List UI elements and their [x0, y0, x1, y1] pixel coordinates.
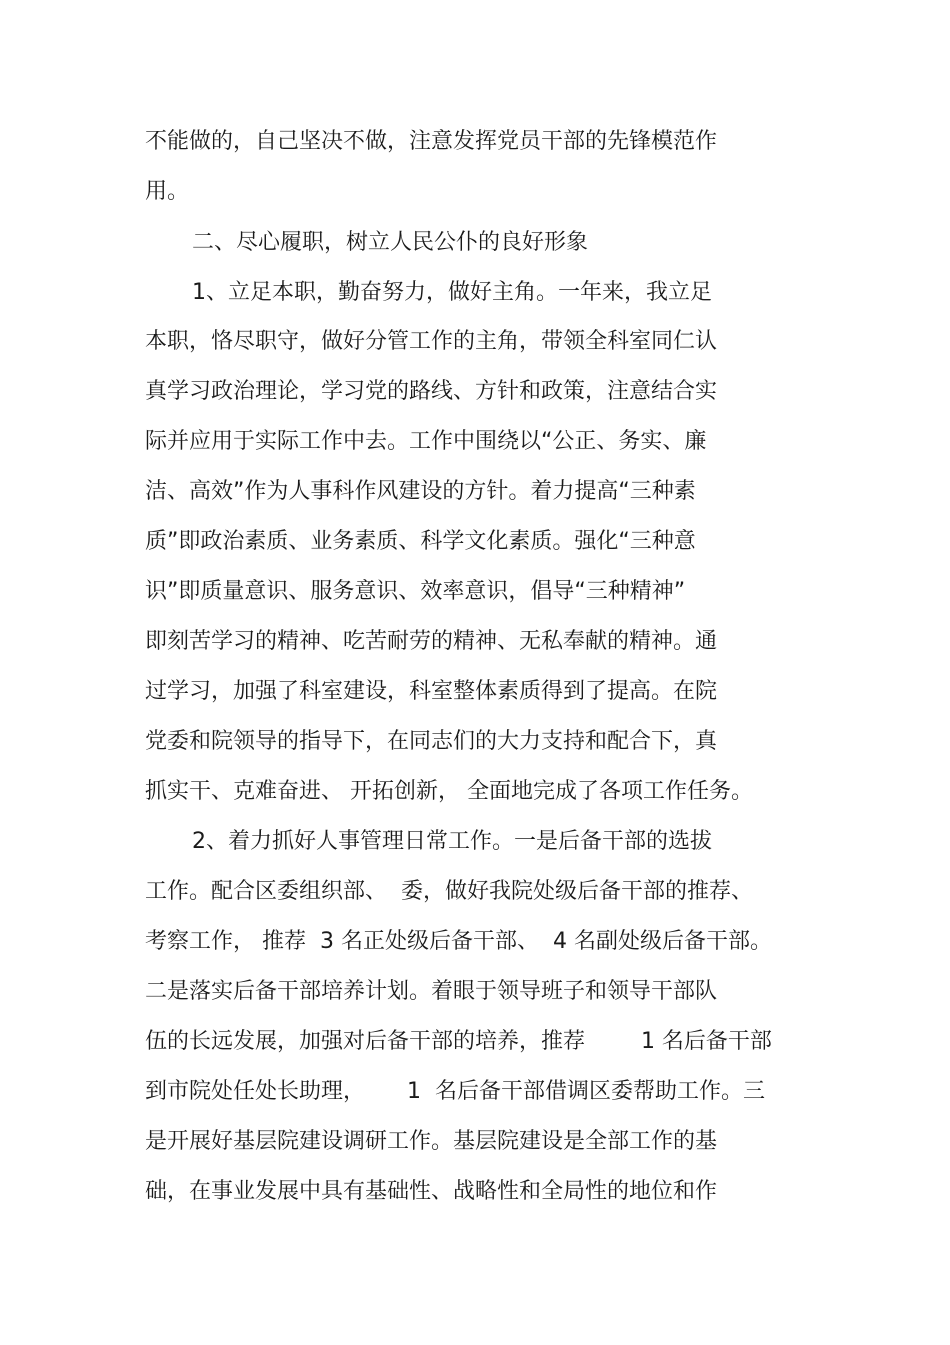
text-line: 洁、高效”作为人事科作风建设的方针。着力提高“三种素: [145, 479, 696, 504]
text-line: 抓实干、克难奋进、 开拓创新， 全面地完成了各项工作任务。: [145, 779, 753, 804]
text-line: 际并应用于实际工作中去。工作中围绕以“公正、务实、廉: [145, 429, 707, 454]
text-line: 用。: [145, 179, 190, 204]
text-line: 本职，恪尽职守，做好分管工作的主角，带领全科室同仁认: [145, 329, 718, 354]
text-line: 二是落实后备干部培养计划。着眼于领导班子和领导干部队: [145, 979, 718, 1004]
section-heading: 二、尽心履职，树立人民公仆的良好形象: [192, 230, 589, 255]
text-line: 伍的长远发展，加强对后备干部的培养，推荐 1 名后备干部: [145, 1029, 772, 1054]
text-line: 不能做的，自己坚决不做，注意发挥党员干部的先锋模范作: [145, 129, 718, 154]
text-line: 考察工作， 推荐 3 名正处级后备干部、 4 名副处级后备干部。: [145, 929, 772, 954]
text-line: 1、立足本职，勤奋努力，做好主角。一年来，我立足: [192, 280, 712, 305]
text-line: 真学习政治理论，学习党的路线、方针和政策，注意结合实: [145, 379, 718, 404]
text-line: 到市院处任处长助理， 1 名后备干部借调区委帮助工作。三: [145, 1079, 765, 1104]
text-line: 质”即政治素质、业务素质、科学文化素质。强化“三种意: [145, 529, 696, 554]
text-line: 过学习，加强了科室建设，科室整体素质得到了提高。在院: [145, 679, 718, 704]
text-line: 2、着力抓好人事管理日常工作。一是后备干部的选拔: [192, 829, 712, 854]
text-line: 党委和院领导的指导下，在同志们的大力支持和配合下，真: [145, 729, 718, 754]
text-line: 即刻苦学习的精神、吃苦耐劳的精神、无私奉献的精神。通: [145, 629, 718, 654]
text-line: 工作。配合区委组织部、 委，做好我院处级后备干部的推荐、: [145, 879, 753, 904]
text-line: 识”即质量意识、服务意识、效率意识，倡导“三种精神”: [145, 579, 686, 604]
text-line: 础，在事业发展中具有基础性、战略性和全局性的地位和作: [145, 1179, 718, 1204]
text-line: 是开展好基层院建设调研工作。基层院建设是全部工作的基: [145, 1129, 718, 1154]
